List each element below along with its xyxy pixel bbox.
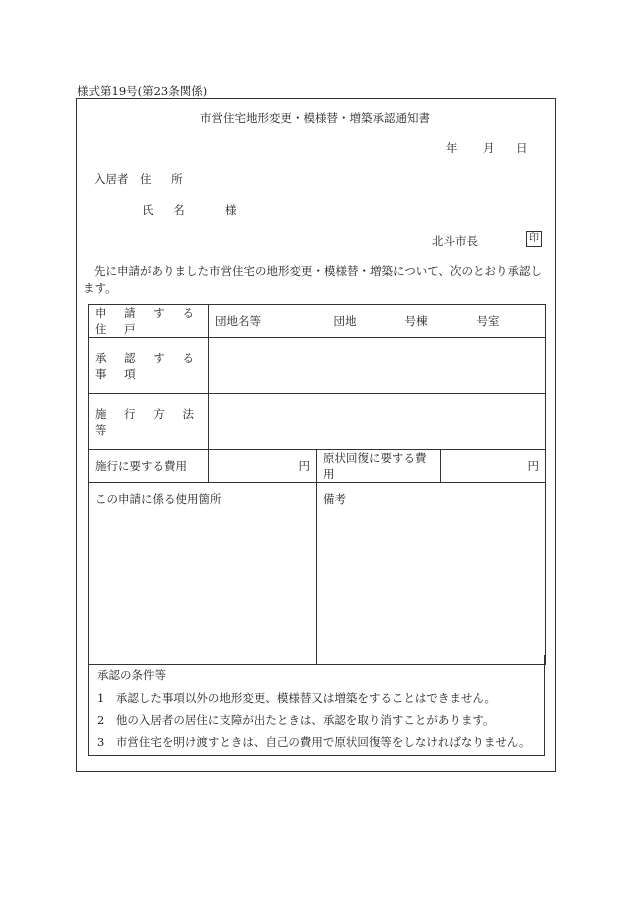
conditions-heading: 承認の条件等 [97, 668, 166, 682]
date-day-label: 日 [516, 141, 528, 155]
application-table [88, 304, 546, 665]
condition-item: 1 承認した事項以外の地形変更、模様替又は増築をすることはできません。 [97, 691, 497, 705]
condition-item: 3 市営住宅を明け渡すときは、自己の費用で原状回復等をしなければなりません。 [97, 735, 531, 749]
location-label: この申請に係る使用箇所 [89, 483, 317, 665]
table-row [89, 450, 546, 483]
date-year-label: 年 [446, 141, 458, 155]
address-label: 住 所 [140, 172, 191, 186]
name-label: 氏 名 [142, 203, 193, 217]
complex-label: 団地 [333, 314, 357, 328]
cost-label: 施行に要する費用 [89, 450, 209, 483]
resident-label: 入居者 [94, 172, 129, 186]
restore-cost-label: 原状回復に要する費用 [317, 450, 441, 483]
method-cell [209, 394, 546, 450]
approved-items-label: 承 認 す る 事 項 [89, 338, 209, 394]
dwelling-label: 申 請 す る 住 戸 [89, 305, 209, 338]
remarks-label: 備考 [317, 483, 546, 665]
complex-name-label: 団地名等 [215, 314, 261, 328]
table-row [89, 483, 546, 665]
condition-item: 2 他の入居者の居住に支障が出たときは、承認を取り消すことがあります。 [97, 713, 495, 727]
form-number-label: 様式第19号(第23条関係) [77, 84, 208, 98]
document-title: 市営住宅地形変更・模様替・増築承認通知書 [200, 111, 430, 125]
conditions-section [88, 655, 545, 756]
approved-items-cell [209, 338, 546, 394]
intro-paragraph: 先に申請がありました市営住宅の地形変更・模様替・増築について、次のとおり承認します。 [83, 264, 543, 295]
honorific-label: 様 [225, 203, 237, 217]
table-row [89, 305, 546, 338]
seal-mark: 印 [526, 231, 542, 247]
date-month-label: 月 [483, 141, 495, 155]
cost-yen: 円 [209, 450, 317, 483]
building-label: 号棟 [404, 314, 428, 328]
restore-cost-yen: 円 [441, 450, 546, 483]
issuer-mayor: 北斗市長 [432, 234, 478, 248]
method-label: 施 行 方 法 等 [89, 394, 209, 450]
table-row [89, 394, 546, 450]
dwelling-value-cell [209, 305, 546, 338]
room-label: 号室 [476, 314, 500, 328]
table-row [89, 338, 546, 394]
